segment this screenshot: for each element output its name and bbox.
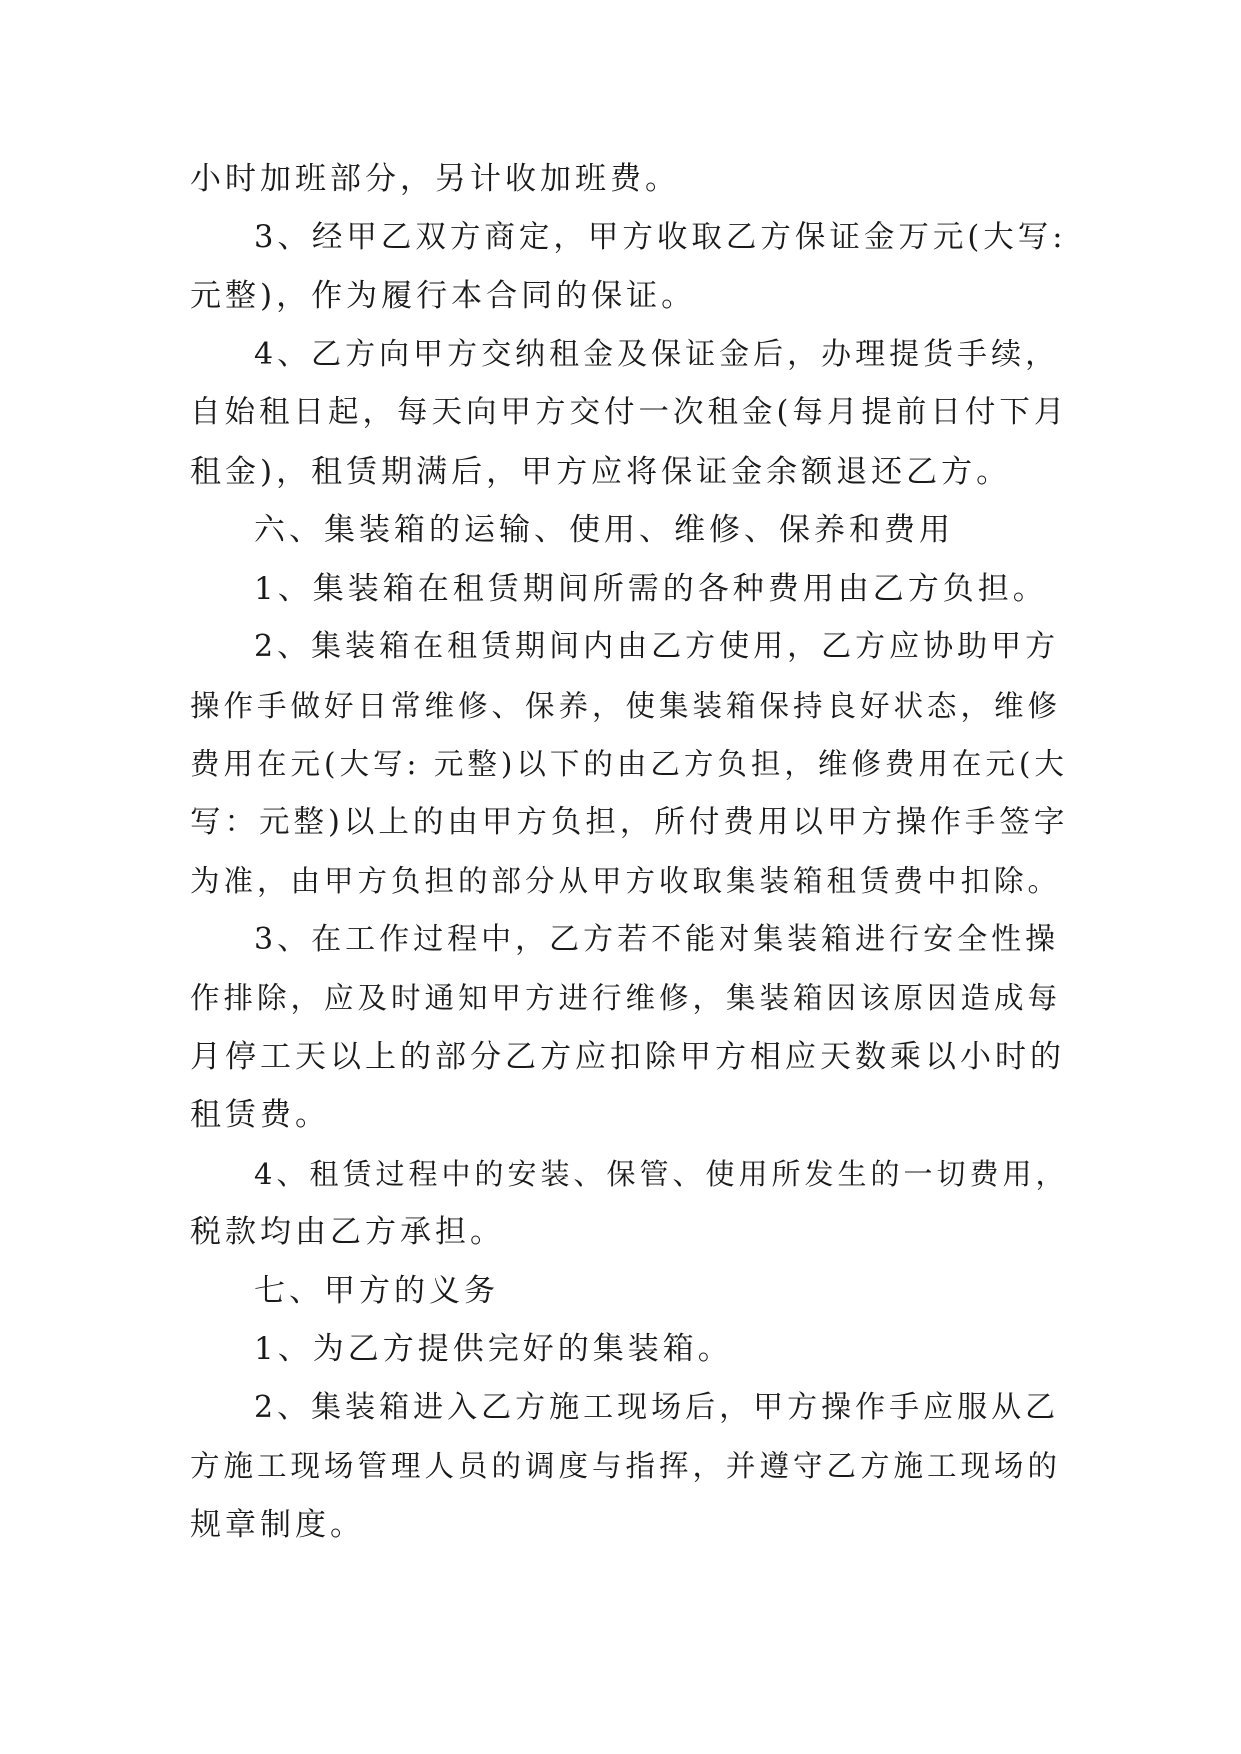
text-line: 小时加班部分，另计收加班费。: [190, 161, 680, 197]
text-line: 方施工现场管理人员的调度与指挥，并遵守乙方施工现场的: [190, 1449, 1062, 1483]
text-line: 4、租赁过程中的安装、保管、使用所发生的一切费用，: [254, 1156, 1069, 1191]
section-heading: 七、甲方的义务: [254, 1272, 499, 1309]
text-line: 元整)，作为履行本合同的保证。: [190, 278, 697, 314]
text-line: 租金)，租赁期满后，甲方应将保证金余额退还乙方。: [190, 453, 1012, 490]
text-line: 租赁费。: [190, 1097, 330, 1133]
text-line: 3、在工作过程中，乙方若不能对集装箱进行安全性操: [254, 921, 1060, 957]
text-line: 作排除，应及时通知甲方进行维修，集装箱因该原因造成每: [190, 981, 1062, 1015]
text-line: 税款均由乙方承担。: [190, 1214, 505, 1250]
text-line: 4、乙方向甲方交纳租金及保证金后，办理提货手续，: [254, 336, 1060, 372]
text-line: 2、集装箱进入乙方施工现场后，甲方操作手应服从乙: [254, 1389, 1060, 1425]
text-line: 2、集装箱在租赁期间内由乙方使用，乙方应协助甲方: [254, 629, 1060, 664]
text-line: 写：元整)以上的由甲方负担，所付费用以甲方操作手签字: [190, 804, 1069, 840]
text-line: 为准，由甲方负担的部分从甲方收取集装箱租赁费中扣除。: [190, 864, 1062, 898]
text-line: 规章制度。: [190, 1506, 365, 1543]
section-heading: 六、集装箱的运输、使用、维修、保养和费用: [254, 512, 954, 548]
text-line: 月停工天以上的部分乙方应扣除甲方相应天数乘以小时的: [190, 1038, 1065, 1075]
text-line: 费用在元(大写: 元整)以下的由乙方负担，维修费用在元(大: [190, 747, 1068, 781]
text-line: 自始租日起，每天向甲方交付一次租金(每月提前日付下月: [190, 395, 1069, 430]
text-line: 操作手做好日常维修、保养，使集装箱保持良好状态，维修: [190, 688, 1062, 723]
document-page: [190, 150, 1070, 1554]
text-line: 1、集装箱在租赁期间所需的各种费用由乙方负担。: [254, 570, 1048, 607]
text-line: 1、为乙方提供完好的集装箱。: [254, 1331, 733, 1367]
text-line: 3、经甲乙双方商定，甲方收取乙方保证金万元(大写:: [254, 219, 1067, 255]
